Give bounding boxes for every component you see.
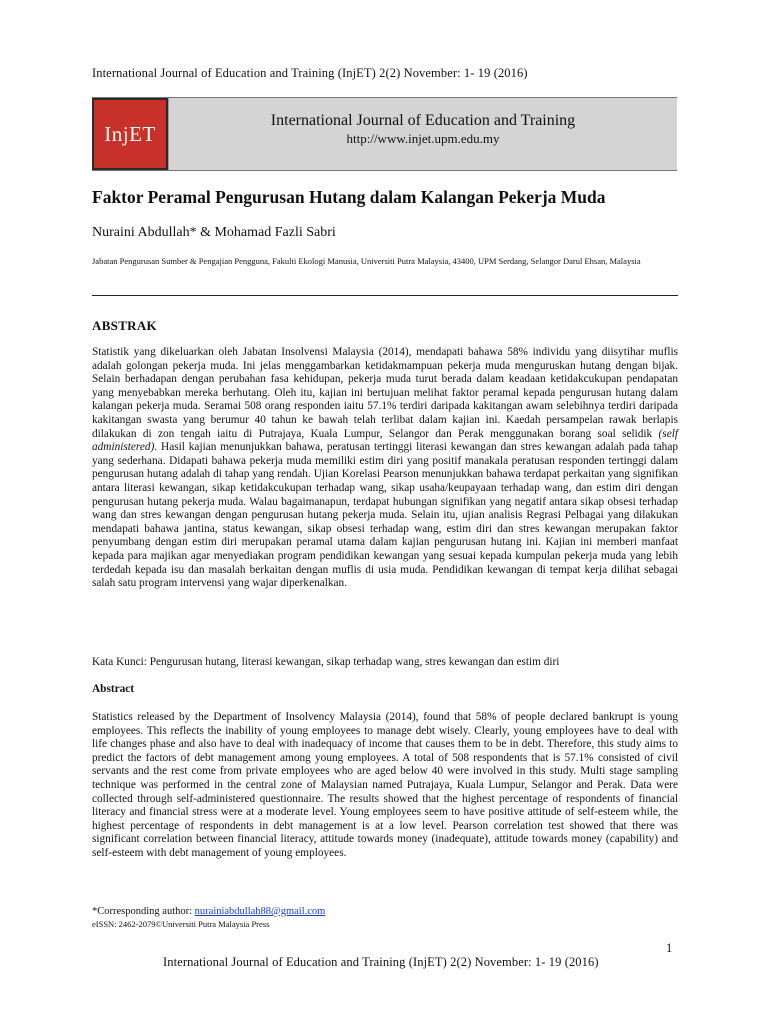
journal-banner bbox=[92, 97, 677, 171]
abstrak-text-part1: Statistik yang dikeluarkan oleh Jabatan Insolvensi Malaysia (2014), mendapati bahawa 58% individu yang diisytihar muflis adalah golongan pekerja muda. Ini jelas menggambarkan ketidakmampuan pekerja muda menguruskan hutang dengan bijak. Selain berhadapan dengan perubahan fasa kehidupan, pekerja muda turut berada dalam keadaan ketidakcukupan pendapatan yang menyebabkan mereka berhutang. Oleh itu, kajian ini bertujuan melihat faktor peramal kepada pengurusan hutang dalam kalangan pekerja muda. Seramai 508 orang responden iaitu 57.1% terdiri daripada kakitangan awam selebihnya terdiri daripada kakitangan swasta yang berumur 40 tahun ke bawah telah terlibat dalam kajian ini. Kaedah persampelan rawak berlapis dilakukan di zon tengah iaitu di Putrajaya, Kuala Lumpur, Selangor dan Perak menggunakan borang soal selidik bbox=[92, 346, 678, 440]
page-number: 1 bbox=[666, 941, 673, 955]
keywords: Kata Kunci: Pengurusan hutang, literasi kewangan, sikap terhadap wang, stres kewangan dan estim diri bbox=[92, 656, 560, 668]
affiliation: Jabatan Pengurusan Sumber & Pengajian Pengguna, Fakulti Ekologi Manusia, Universiti Putra Malaysia, 43400, UPM Serdang, Selangor Darul Ehsan, Malaysia bbox=[92, 256, 641, 266]
abstrak-text-part2: . Hasil kajian menunjukkan bahawa, peratusan tertinggi literasi kewangan dan stres kewangan adalah pada tahap yang sederhana. Didapati bahawa pekerja muda memiliki estim diri yang positif manakala peratusan responden tertinggi dalam pengurusan hutang adalah di tahap yang rendah. Ujian Korelasi Pearson menunjukkan bahawa terdapat perkaitan yang signifikan antara literasi kewangan, sikap ketidakcukupan terhadap wang, sikap usaha/keupayaan terhadap wang, dan estim diri dengan pengurusan hutang pekerja muda. Walau bagaimanapun, terdapat hubungan signifikan yang negatif antara sikap obsesi terhadap wang dan stres kewangan dengan pengurusan hutang pekerja muda. Selain itu, ujian analisis Regrasi Pelbagai yang dilakukan mendapati bahawa jantina, status kewangan, sikap obsesi terhadap wang, estim diri dan stres kewangan merupakan faktor penyumbang dengan estim diri merupakan peramal utama dalam kajian pengurusan hutang ini. Kajian ini memberi manfaat kepada para majikan agar menyediakan program pendidikan kewangan yang sesuai kepada kumpulan pekerja muda yang lebih terdedah kepada isu dan masalah berkaitan dengan muflis di usia muda. Pendidikan kewangan di tempat kerja dilihat sebagai salah satu program intervensi yang wajar diperkenalkan. bbox=[92, 441, 678, 590]
authors: Nuraini Abdullah* & Mohamad Fazli Sabri bbox=[92, 225, 336, 240]
journal-url[interactable]: http://www.injet.upm.edu.my bbox=[346, 131, 500, 146]
abstrak-text bbox=[92, 346, 678, 591]
logo-text: InjET bbox=[104, 121, 156, 146]
journal-name: International Journal of Education and Training bbox=[270, 112, 576, 129]
running-footer: International Journal of Education and Training (InjET) 2(2) November: 1- 19 (2016) bbox=[163, 955, 599, 969]
abstrak-text-italic: (self administered) bbox=[92, 427, 678, 454]
issn: eISSN: 2462-2079©Universiti Putra Malaysia Press bbox=[92, 919, 270, 929]
divider bbox=[92, 295, 678, 296]
corresponding-label: *Corresponding author: bbox=[92, 906, 195, 917]
abstract-heading: Abstract bbox=[92, 683, 135, 695]
corresponding-email-link[interactable]: nurainiabdullah88@gmail.com bbox=[194, 906, 326, 917]
abstract-text: Statistics released by the Department of Insolvency Malaysia (2014), found that 58% of people declared bankrupt is young employees. This reflects the inability of young employees to manage debt wisely. Clearly, young employees have to deal with life changes phase and also have to deal with inadequacy of income that causes them to be in debt. Therefore, this study aims to predict the factors of debt management among young employees. A total of 508 respondents that is 57.1% consisted of civil servants and the rest come from private employees who are aged below 40 were involved in this study. Multi stage sampling technique was performed in the central zone of Malaysian named Putrajaya, Kuala Lumpur, Selangor and Perak. Data were collected through self-administered questionnaire. The results showed that the highest percentage of respondents of financial literacy and financial stress were at a moderate level. Young employees seem to have positive attitude of self-esteem while, the highest percentage of respondents in debt management is at a low level. Pearson correlation test showed that there was significant correlation between financial literacy, attitude towards money (inadequate), attitude towards money (capability) and self-esteem with debt management of young employees. bbox=[92, 711, 678, 859]
footnote bbox=[92, 905, 325, 931]
running-header: International Journal of Education and Training (InjET) 2(2) November: 1- 19 (2016) bbox=[92, 66, 528, 80]
journal-logo bbox=[92, 98, 168, 170]
banner-info bbox=[168, 98, 677, 170]
abstrak-heading: ABSTRAK bbox=[92, 318, 157, 333]
paper-title: Faktor Peramal Pengurusan Hutang dalam Kalangan Pekerja Muda bbox=[92, 187, 606, 207]
